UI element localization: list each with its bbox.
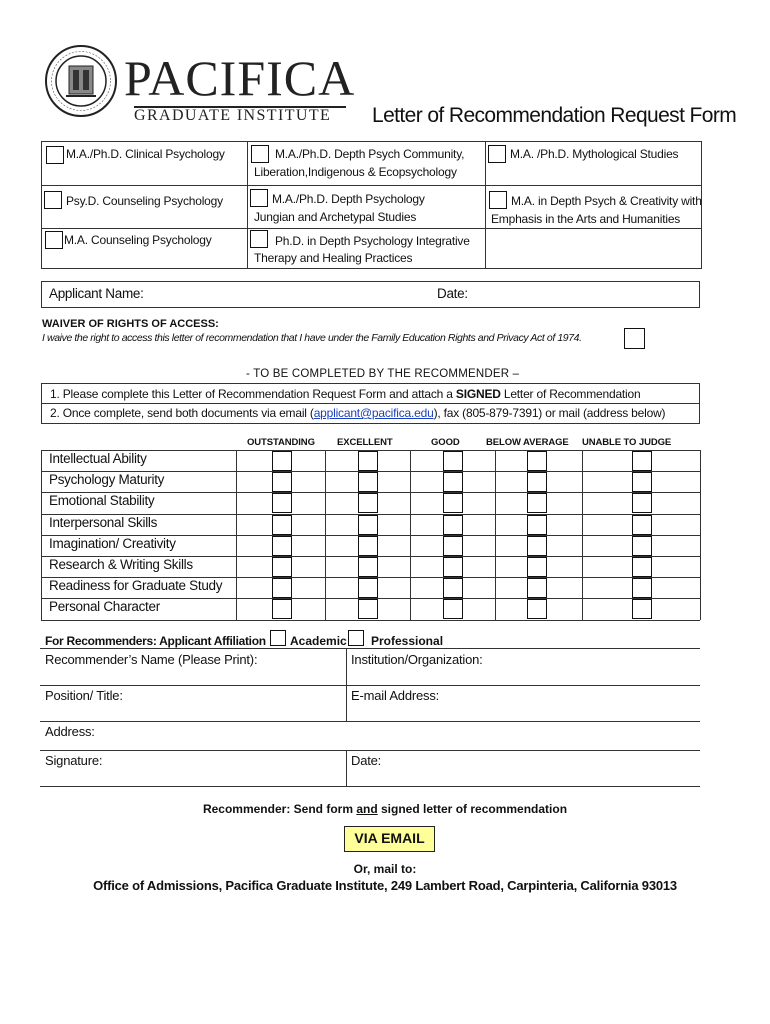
rating-checkbox-good[interactable]	[443, 599, 463, 619]
rating-checkbox-excellent[interactable]	[358, 493, 378, 513]
divider	[41, 185, 702, 186]
rating-checkbox-outstanding[interactable]	[272, 536, 292, 556]
rating-checkbox-good[interactable]	[443, 536, 463, 556]
column-unable-to-judge: UNABLE TO JUDGE	[582, 437, 672, 448]
program-checkbox-mythological[interactable]	[488, 145, 506, 163]
divider	[247, 141, 248, 269]
email-label: E-mail Address:	[351, 688, 440, 703]
column-below-average: BELOW AVERAGE	[486, 437, 569, 448]
program-label-jungian: M.A./Ph.D. Depth Psychology	[272, 192, 425, 206]
divider	[40, 750, 700, 751]
rating-checkbox-below-average[interactable]	[527, 557, 547, 577]
instruction-2-text: 2. Once complete, send both documents via email (	[50, 406, 314, 420]
affiliation-professional-label: Professional	[371, 634, 444, 648]
rating-checkbox-good[interactable]	[443, 472, 463, 492]
program-checkbox-integrative[interactable]	[250, 230, 268, 248]
address-label: Address:	[45, 724, 95, 739]
rating-checkbox-unable-to-judge[interactable]	[632, 536, 652, 556]
rating-checkbox-outstanding[interactable]	[272, 557, 292, 577]
rating-checkbox-below-average[interactable]	[527, 515, 547, 535]
program-label-clinical: M.A./Ph.D. Clinical Psychology	[66, 147, 225, 161]
logo-name: PACIFICA	[124, 50, 356, 106]
divider	[40, 786, 700, 787]
instruction-1	[50, 387, 640, 401]
rating-checkbox-good[interactable]	[443, 578, 463, 598]
program-label-community: M.A./Ph.D. Depth Psych Community,	[275, 147, 465, 161]
divider	[485, 141, 486, 269]
program-label-integrative-2: Therapy and Healing Practices	[254, 251, 413, 265]
column-excellent: EXCELLENT	[337, 437, 393, 448]
divider	[40, 648, 700, 649]
instruction-1-signed: SIGNED	[455, 387, 501, 401]
affiliation-academic-label: Academic	[290, 634, 347, 648]
institution-label: Institution/Organization:	[351, 652, 483, 667]
rating-checkbox-excellent[interactable]	[358, 599, 378, 619]
grid-line	[582, 450, 583, 620]
program-label-mythological: M.A. /Ph.D. Mythological Studies	[510, 147, 679, 161]
grid-line	[325, 450, 326, 620]
program-label-creativity: M.A. in Depth Psych & Creativity with	[511, 194, 702, 208]
rating-checkbox-unable-to-judge[interactable]	[632, 578, 652, 598]
rating-checkbox-excellent[interactable]	[358, 557, 378, 577]
rating-checkbox-excellent[interactable]	[358, 451, 378, 471]
or-mail-text: Or, mail to:	[353, 862, 417, 876]
rating-checkbox-outstanding[interactable]	[272, 493, 292, 513]
rating-checkbox-outstanding[interactable]	[272, 472, 292, 492]
instruction-2	[50, 406, 665, 420]
send-and: and	[356, 802, 378, 816]
rating-checkbox-outstanding[interactable]	[272, 578, 292, 598]
program-label-creativity-2: Emphasis in the Arts and Humanities	[491, 212, 681, 226]
rating-checkbox-below-average[interactable]	[527, 599, 547, 619]
rating-checkbox-below-average[interactable]	[527, 493, 547, 513]
send-text: Recommender: Send form	[202, 802, 357, 816]
applicant-date-label: Date:	[437, 286, 468, 301]
grid-line	[41, 450, 42, 620]
form-title: Letter of Recommendation Request Form	[372, 104, 737, 127]
affiliation-label: For Recommenders: Applicant Affiliation	[45, 634, 266, 648]
program-label-psyd: Psy.D. Counseling Psychology	[66, 194, 223, 208]
rating-checkbox-outstanding[interactable]	[272, 451, 292, 471]
rating-row-label: Emotional Stability	[49, 493, 155, 508]
pacifica-seal	[44, 44, 118, 118]
signature-label: Signature:	[45, 753, 103, 768]
program-label-integrative: Ph.D. in Depth Psychology Integrative	[275, 234, 470, 248]
signature-date-label: Date:	[351, 753, 382, 768]
rating-checkbox-outstanding[interactable]	[272, 599, 292, 619]
instruction-2-end: ), fax (805-879-7391) or mail (address below)	[433, 406, 666, 420]
rating-checkbox-unable-to-judge[interactable]	[632, 557, 652, 577]
rating-checkbox-below-average[interactable]	[527, 451, 547, 471]
send-instruction	[0, 802, 770, 816]
divider	[346, 685, 347, 721]
program-checkbox-creativity[interactable]	[489, 191, 507, 209]
rating-checkbox-unable-to-judge[interactable]	[632, 599, 652, 619]
grid-line	[495, 450, 496, 620]
rating-checkbox-below-average[interactable]	[527, 578, 547, 598]
program-label-counseling: M.A. Counseling Psychology	[64, 233, 212, 247]
divider	[40, 685, 700, 686]
rating-checkbox-excellent[interactable]	[358, 472, 378, 492]
rating-checkbox-good[interactable]	[443, 515, 463, 535]
rating-row-label: Imagination/ Creativity	[49, 536, 176, 551]
program-label-jungian-2: Jungian and Archetypal Studies	[254, 210, 417, 224]
rating-checkbox-below-average[interactable]	[527, 536, 547, 556]
affiliation-academic-checkbox[interactable]	[270, 630, 286, 646]
via-email-badge: VIA EMAIL	[344, 826, 435, 852]
applicant-name-label: Applicant Name:	[49, 286, 144, 301]
applicant-email-link[interactable]: applicant@pacifica.edu	[313, 406, 434, 420]
waiver-checkbox[interactable]	[624, 328, 645, 349]
program-checkbox-community[interactable]	[251, 145, 269, 163]
rating-checkbox-good[interactable]	[443, 493, 463, 513]
affiliation-professional-checkbox[interactable]	[348, 630, 364, 646]
rating-row-label: Research & Writing Skills	[49, 557, 193, 572]
position-label: Position/ Title:	[45, 688, 123, 703]
rating-checkbox-good[interactable]	[443, 557, 463, 577]
recommender-name-label: Recommender’s Name (Please Print):	[45, 652, 258, 667]
mailing-address: Office of Admissions, Pacifica Graduate Institute, 249 Lambert Road, Carpinteria, California 93013	[93, 878, 677, 893]
grid-line	[410, 450, 411, 620]
waiver-text: I waive the right to access this letter of recommendation that I have under the Family Education Rights and Privacy Act of 1974.	[42, 332, 582, 344]
rating-checkbox-outstanding[interactable]	[272, 515, 292, 535]
grid-line	[700, 450, 701, 620]
rating-row-label: Readiness for Graduate Study	[49, 578, 223, 593]
rating-checkbox-unable-to-judge[interactable]	[632, 515, 652, 535]
rating-checkbox-excellent[interactable]	[358, 515, 378, 535]
waiver-heading: WAIVER OF RIGHTS OF ACCESS:	[42, 318, 219, 330]
program-label-community-2: Liberation,Indigenous & Ecopsychology	[254, 165, 457, 179]
logo-subtitle: GRADUATE INSTITUTE	[134, 107, 332, 124]
rating-row-label: Intellectual Ability	[49, 451, 147, 466]
rating-checkbox-good[interactable]	[443, 451, 463, 471]
program-checkbox-counseling[interactable]	[45, 231, 63, 249]
program-checkbox-clinical[interactable]	[46, 146, 64, 164]
instruction-1-text: 1. Please complete this Letter of Recommendation Request Form and attach a	[50, 387, 456, 401]
recommender-heading: - TO BE COMPLETED BY THE RECOMMENDER –	[246, 368, 520, 380]
divider	[40, 721, 700, 722]
divider	[41, 228, 702, 229]
program-checkbox-jungian[interactable]	[250, 189, 268, 207]
instruction-1-end: Letter of Recommendation	[500, 387, 641, 401]
rating-checkbox-unable-to-judge[interactable]	[632, 472, 652, 492]
affiliation-row	[45, 634, 266, 648]
grid-line	[236, 450, 237, 620]
rating-row-label: Personal Character	[49, 599, 160, 614]
column-good: GOOD	[431, 437, 460, 448]
rating-checkbox-unable-to-judge[interactable]	[632, 493, 652, 513]
divider	[346, 648, 347, 686]
rating-row-label: Psychology Maturity	[49, 472, 165, 487]
column-outstanding: OUTSTANDING	[247, 437, 315, 448]
grid-line	[41, 620, 700, 621]
rating-row-label: Interpersonal Skills	[49, 515, 158, 530]
divider	[41, 403, 700, 404]
rating-checkbox-below-average[interactable]	[527, 472, 547, 492]
rating-checkbox-excellent[interactable]	[358, 578, 378, 598]
send-text-end: signed letter of recommendation	[377, 802, 568, 816]
rating-checkbox-unable-to-judge[interactable]	[632, 451, 652, 471]
rating-checkbox-excellent[interactable]	[358, 536, 378, 556]
program-checkbox-psyd[interactable]	[44, 191, 62, 209]
divider	[346, 750, 347, 787]
